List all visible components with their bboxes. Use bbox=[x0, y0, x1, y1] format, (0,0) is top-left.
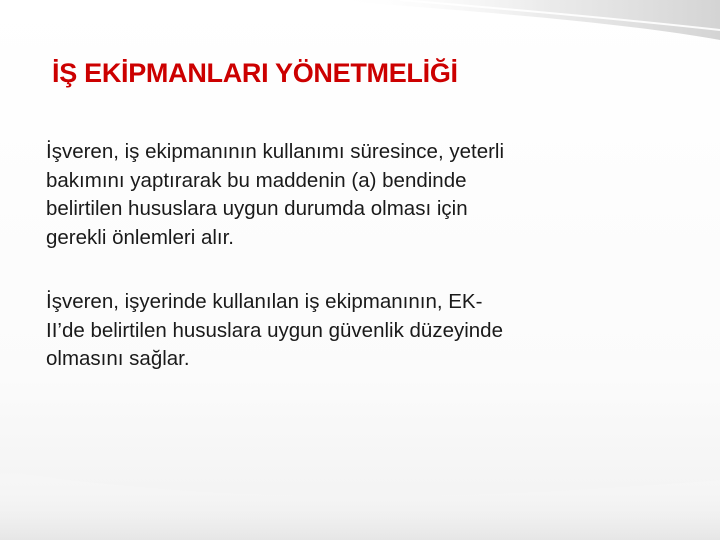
paragraph-2: İşveren, işyerinde kullanılan iş ekipmanının, EK- II’de belirtilen hususlara uygun güvenlik düzeyinde olmasını sağlar. bbox=[46, 290, 503, 370]
slide-body bbox=[46, 138, 656, 410]
slide-title: İŞ EKİPMANLARI YÖNETMELİĞİ bbox=[52, 58, 458, 88]
paragraph-1: İşveren, iş ekipmanının kullanımı süresince, yeterli bakımını yaptırarak bu maddenin (a) bendinde belirtilen hususlara uygun durumda olması için gerekli önlemleri alır. bbox=[46, 140, 505, 249]
